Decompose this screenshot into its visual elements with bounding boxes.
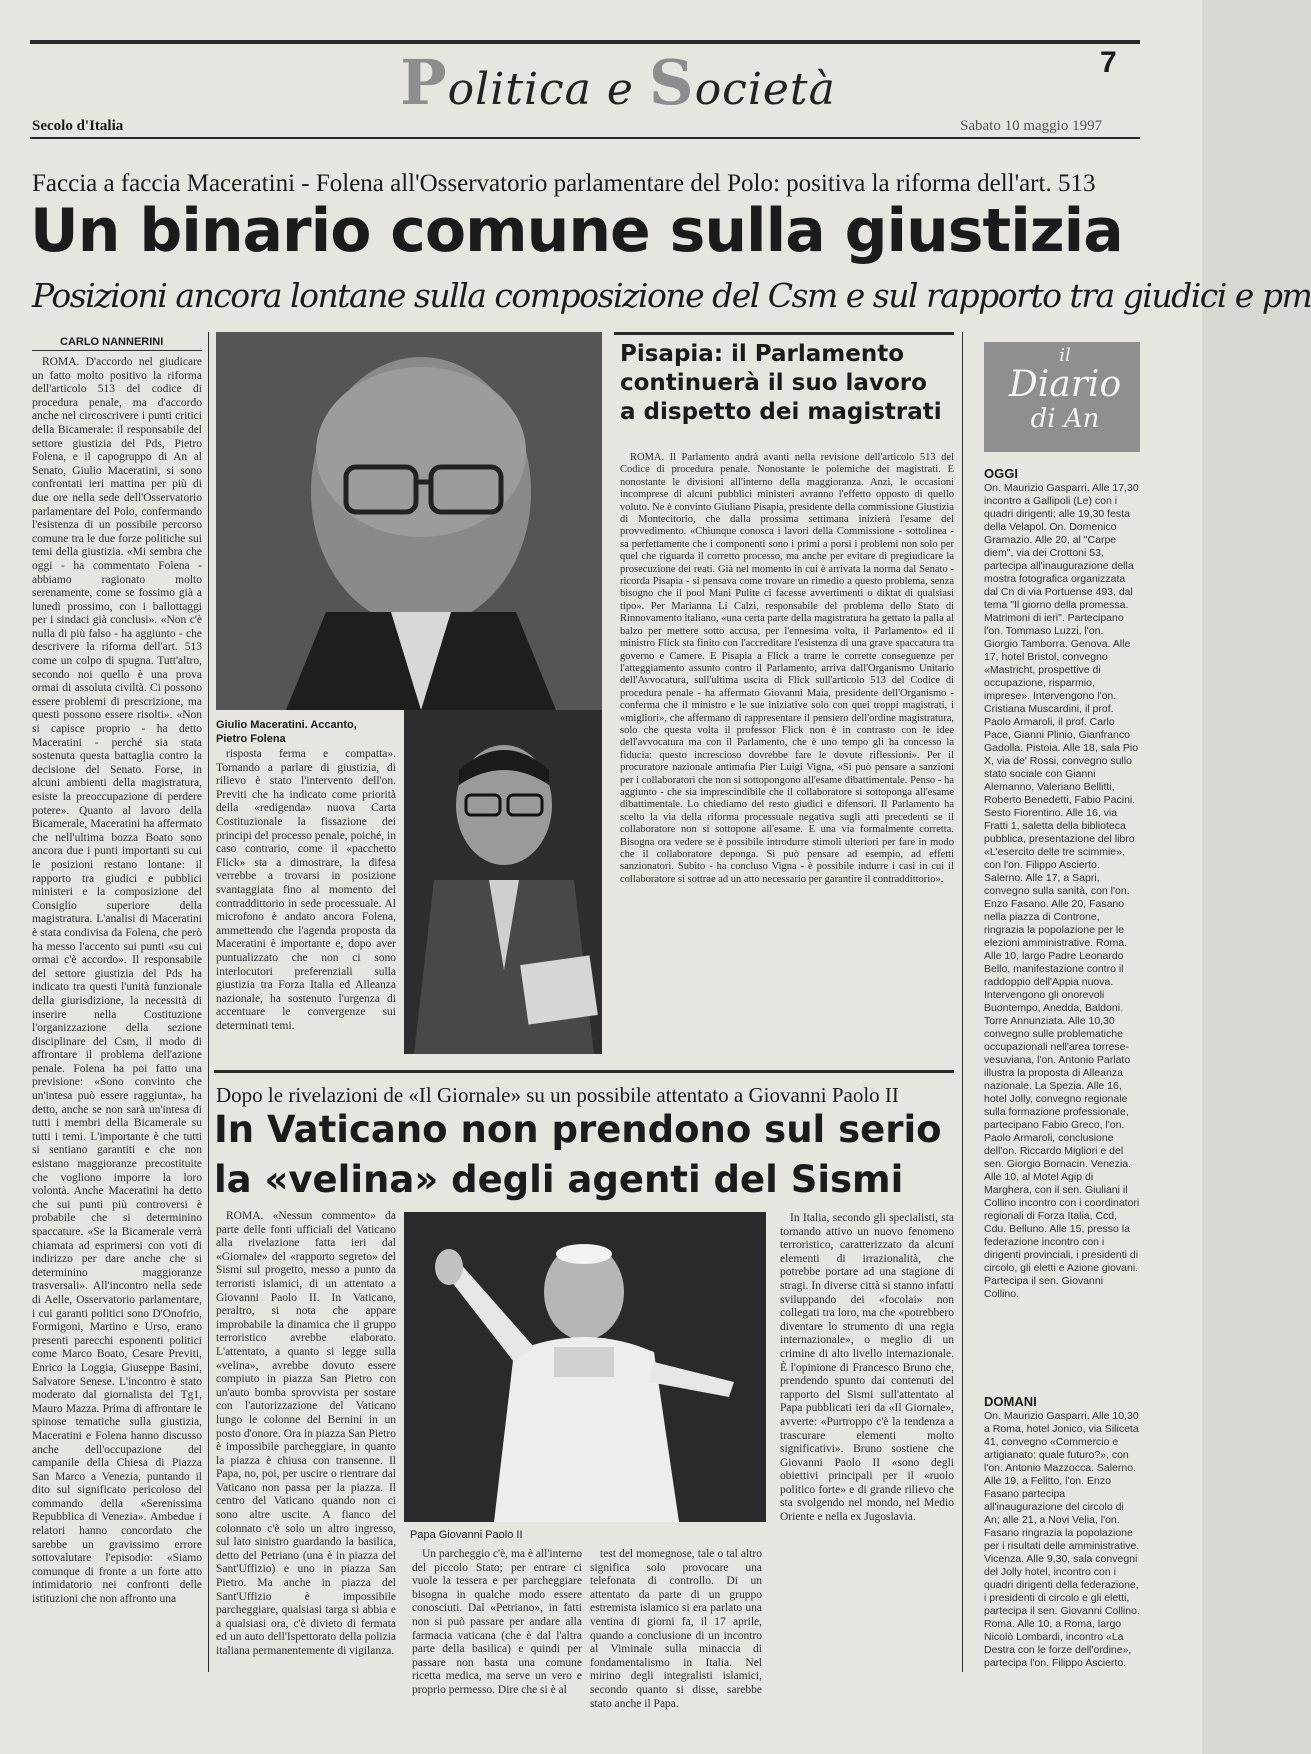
diary-title-main: Diario: [1008, 364, 1122, 405]
photo-folena: [404, 710, 602, 1054]
byline: CARLO NANNERINI: [60, 336, 164, 348]
second-article-col1-text: ROMA. «Nessun commento» da parte delle fonti ufficiali del Vaticano alla rivelazione fatta ieri dal «Giornale» del «rapporto segreto» del Sismi sul progetto, messo a punto da terroristi islamici, di un attentato a Giovanni Paolo II. In Vaticano, peraltro, si nota che appare improbabile la dinamica che il gruppo terroristico avrebbe elaborato. L'attentato, a quanto si legge sulla «velina», avrebbe dovuto essere compiuto in piazza San Pietro con un'auto bomba sprovvista per sostare con l'autorizzazione del Vaticano lungo le colonne del Bernini in un posto d'onore. Ora in piazza San Pietro è impossibile parcheggiare, in quanto la piazza è chiusa con transenne. Il Papa, no, poi, per uscire o rientrare dal Vaticano non passa per la piazza. Il centro del Vaticano quando non ci sono altre uscite. A fianco del colonnato c'è solo un altro ingresso, sul lato sinistro guardando la basilica, detto del Petriano (una è in piazza del Sant'Uffizio) e uno in piazza San Pietro. Ma anche in piazza del Sant'Uffizio è impossibile parcheggiare, qualsiasi targa si abbia e a qualsiasi ora, c'è divieto di fermata ed un auto dell'Ispettorato della polizia italiana permanentemente di vigilanza.: [216, 1210, 396, 1657]
portrait-folena: [404, 710, 602, 1054]
dateline: Sabato 10 maggio 1997: [960, 118, 1103, 134]
section-initial-s: S: [648, 46, 695, 119]
section-title: [400, 46, 836, 119]
main-article-column-3: [216, 748, 396, 1054]
column-rule-1: [208, 332, 209, 1672]
section-title-part-1: olitica e: [447, 64, 649, 115]
main-subhead: Posizioni ancora lontane sulla composizione del Csm e sul rapporto tra giudici e pm: [32, 276, 1311, 315]
second-article-col4-text: In Italia, secondo gli specialisti, sta tornando attivo un nuovo fenomeno terroristico, caratterizzato da alcuni elementi di irrazionalità, che potrebbe portare ad una stagione di stragi. In diverse città si stanno infatti sviluppando dei «focolai» non collegati tra loro, ma che «potrebbero diventare lo strumento di una regia internazionale», o meglio di un crimine di alto livello internazionale. È l'opinione di Francesco Bruno che, prendendo spunto dai contenuti del rapporto del Sismi sull'attentato al Papa pubblicati ieri da «Il Giornale», avverte: «Purtroppo c'è la tendenza a trascurare elementi molto significativi». Bruno sostiene che Giovanni Paolo II «sono degli obiettivi principali per il «ruolo politico forte» e di grande rilievo che sta svolgendo nel mondo, nel Medio Oriente e nella ex Jugoslavia.: [780, 1212, 954, 1524]
second-article-col3-text: test del momegnose, tale o tal altro significa solo provocare una telefonata di controllo. Di un attentato da parte di un gruppo estremista islamico si era parlato una ventina di giorni fa, il 17 aprile, quando a conclusione di un incontro al Viminale sulla minaccia di fondamentalismo in Italia. Nel mirino degli integralisti islamici, secondo quanto si disse, sarebbe stato anche il Papa.: [590, 1548, 762, 1710]
second-article-column-3: [590, 1548, 762, 1710]
sidebar-top-rule: [614, 332, 954, 335]
diary-title-small: il: [1059, 345, 1071, 366]
second-kicker: Dopo le rivelazioni de «Il Giornale» su un possibile attentato a Giovanni Paolo II: [216, 1083, 899, 1107]
diary-domani-body: [984, 1410, 1140, 1672]
second-article-column-4: [780, 1212, 954, 1672]
diary-domani-text: On. Maurizio Gasparri. Alle 10,30 a Roma, hotel Jonico, via Siliceta 41, convegno «Commercio e artigianato: quale futuro?», con l'on. Antonio Mazzocca. Salerno. Alle 19, a Felitto, l'on. Enzo Fasano partecipa all'inaugurazione del circolo di An; alle 21, a Novi Velia, l'on. Fasano ringrazia la popolazione per i risultati delle amministrative. Vicenza. Alle 9,30, sala convegni del Jolly hotel, incontro con i quadri dirigenti della federazione, i presidenti di circolo e gli eletti, partecipa il sen. Giovanni Collino. Roma. Alle 10, a Roma, largo Nicolò Lombardi, incontro «La Destra con le forze dell'ordine», partecipa l'on. Filippo Ascierto.: [984, 1410, 1140, 1669]
photo-maceratini: [216, 332, 602, 710]
photo-pope: [404, 1212, 766, 1522]
diary-title-sub: di An: [1030, 404, 1100, 434]
main-article-column-1: [32, 356, 202, 1674]
second-article-rule: [214, 1070, 954, 1073]
main-kicker: Faccia a faccia Maceratini - Folena all'Osservatorio parlamentare del Polo: positiva la riforma dell'art. 513: [32, 170, 1096, 197]
main-headline: Un binario comune sulla giustizia: [30, 196, 1123, 266]
second-article-column-1: [216, 1210, 396, 1672]
masthead: Secolo d'Italia: [32, 118, 124, 134]
second-headline-line-2: la «velina» degli agenti del Sismi: [214, 1158, 904, 1201]
main-article-col1-text: ROMA. D'accordo nel giudicare un fatto molto positivo la riforma dell'articolo 513 del codice di procedura penale, ma d'accordo anche nel circoscrivere i punti critici della Bicamerale: il responsabile del settore giustizia del Pds, Pietro Folena, e il capogruppo di An al Senato, Giulio Maceratini, si sono confrontati ieri mattina per più di due ore nella sede dell'Osservatorio parlamentare del Polo, confermando l'esistenza di un possibile percorso comune tra le due forze politiche sui temi della giustizia. «Mi sembra che oggi - ha commentato Folena - abbiamo ragionato molto serenamente, come se fossimo già a lunedì prossimo, con i ballottaggi per i sindaci già conclusi». «Non c'è nulla di più falso - ha aggiunto - che descrivere la riforma dell'art. 513 come un colpo di spugna. Tutt'altro, secondo noi quello è una prova ormai di assoluta civiltà. Ci possono essere problemi di prescrizione, ma questi possono essere risolti». «Non si capisce proprio - ha detto Maceratini - perché sia stata sostenuta questa battaglia contro la decisione del Senato. Forse, in alcuni ambienti della magistratura, esiste la preoccupazione di perdere potere». Quanto al lavoro della Bicamerale, Maceratini ha affermato che nell'ultima bozza Boato sono ancora due i punti importanti su cui le posizioni restano lontane: il rapporto tra giudici e pubblici ministeri e la composizione del Consiglio superiore della magistratura. L'analisi di Maceratini è stata condivisa da Folena, che però ha messo l'accento sui punti «su cui ormai c'è accordo». Il responsabile del settore giustizia del Pds ha indicato tra questi l'unità funzionale della giurisdizione, la necessità di inserire nella Costituzione l'organizzazione della sezione disciplinare del Csm, il modo di affrontare il problema dell'azione penale. Folena ha poi fatto una previsione: «Sono convinto che un'intesa può essere raggiunta», ha detto, anche se non sarà un'intesa di tutti i membri della Bicamerale su tutti i temi. L'importante è che tutti si sentiano garantiti e che non esistano maggioranze precostituite che vogliono imporre la loro volontà. Anche Maceratini ha detto che sui punti più controversi è probabile che si determinino spaccature. «Se la Bicamerale verrà chiamata ad esprimersi con voti di indirizzo per dare anche che si determinino maggioranze trasversali». All'incontro nella sede di Aelle, Osservatorio parlamentare, i cui garanti politici sono D'Onofrio, Formigoni, Martino e Urso, erano presenti parecchi esponenti politici come Marco Boato, Cesare Previti, Enrico la Loggia, Giuseppe Basini, Salvatore Senese. L'incontro è stato moderato dal giornalista del Tg1, Mauro Mazza. Prima di affrontare le spinose tematiche sulla giustizia, Maceratini e Folena hanno discusso anche dell'occupazione del campanile della Chiesa di Piazza San Marco a Venezia, puntando il dito sul significato pericoloso del commando della «Serenissima Repubblica di Venezia». Ambedue i relatori hanno concordato che sarebbe un gravissimo errore sottovalutare l'episodio: «Siamo comunque di fronte a un forte atto intimidatorio nei confronti delle istituzioni che non affronto una: [32, 356, 202, 1606]
second-article-col2-text: Un parcheggio c'è, ma è all'interno del piccolo Stato; per entrare ci vuole la tessera e per parcheggiare bisogna in qualche modo essere conosciuti. Dal «Petriano», in fatti non si può passare per andare alla farmacia vaticana (che è dal l'altra parte della basilica) e quindi per passare non basta una comune ricetta medica, ma serve un vero e proprio permesso. Dire che si è al: [412, 1548, 582, 1696]
diary-domani-label: DOMANI: [984, 1394, 1037, 1409]
top-rule: [30, 40, 1140, 44]
diary-oggi-body: [984, 482, 1140, 1386]
column-rule-diary: [962, 332, 963, 1672]
photo-caption-pope: Papa Giovanni Paolo II: [410, 1529, 523, 1541]
sidebar-body: [620, 452, 954, 1052]
second-headline-line-1: In Vaticano non prendono sul serio: [214, 1108, 942, 1151]
section-initial-p: P: [400, 46, 448, 119]
sidebar-headline: Pisapia: il Parlamento continuerà il suo lavoro a dispetto dei magistrati: [620, 341, 942, 425]
byline-rule: [32, 350, 202, 351]
main-article-col3-text: risposta ferma e compatta». Tornando a parlare di giustizia, di rilievo è stato l'intervento dell'on. Previti che ha indicato come priorità della «redigenda» nuova Carta Costituzionale la fissazione dei principi del processo penale, poiché, in caso contrario, come il «pacchetto Flick» sta a dimostrare, la difesa verrebbe a trovarsi in posizione svantaggiata fino al momento del contraddittorio in sede processuale. Al microfono è andato ancora Folena, ammettendo che l'agenda proposta da Maceratini è importante e, dopo aver puntualizzato che non ci sono interlocutori preferenziali sulla giustizia tra Forza Italia ed Alleanza nazionale, ha sostenuto l'urgenza di accentuare le convergenze sui determinati temi.: [216, 748, 396, 1032]
photo-caption-main: Giulio Maceratini. Accanto, Pietro Folena: [216, 719, 357, 745]
portrait-maceratini: [216, 332, 602, 710]
diary-logo: [1000, 342, 1130, 434]
diary-oggi-label: OGGI: [984, 466, 1018, 481]
second-headline: [214, 1105, 942, 1205]
page-number: 7: [1100, 46, 1117, 79]
section-title-part-2: ocietà: [694, 64, 836, 115]
diary-oggi-text: On. Maurizio Gasparri. Alle 17,30 incontro a Gallipoli (Le) con i quadri dirigenti; alle 19,30 festa della Velapol. On. Domenico Gramazio. Alle 20, al "Carpe diem", via dei Crottoni 53, partecipa all'inaugurazione della mostra fotografica organizzata dal Cn di via Portuense 493, dal tema "Il giorno della promessa. Matrimoni di ieri". Partecipano l'on. Tommaso Luzzi, l'on. Giorgio Tamborra. Genova. Alle 17, hotel Bristol, convegno «Mastricht, prospettive di occupazione, risparmio, imprese». Intervengono l'on. Cristiana Muscardini, il prof. Paolo Armaroli, il prof. Carlo Pace, Gianni Plinio, Gianfranco Gadolla. Pistoia. Alle 18, sala Pio X, via de' Rossi, convegno sullo stato sociale con Gianni Alemanno, Valeriano Bellitti, Roberto Benedetti, Fabio Pacini. Sesto Fiorentino. Alle 16, via Fratti 1, saletta della biblioteca pubblica, presentazione del libro «L'esercito delle tre scimmie», con l'on. Filippo Ascierto. Salerno. Alle 17, a Sapri, convegno sulla sanità, con l'on. Enzo Fasano. Alle 20, Fasano nella piazza di Controne, ringrazia la popolazione per le elezioni amministrative. Roma. Alle 10, largo Padre Leonardo Bello, manifestazione contro il raddoppio dell'Appia nuova. Intervengono gli onorevoli Buontempo, Anedda, Baldoni. Torre Annunziata. Alle 10,30 convegno sulle problematiche occupazionali nell'area torrese-vesuviana, l'on. Antonio Parlato illustra la proposta di Alleanza nazionale. La Spezia. Alle 16, hotel Jolly, convegno regionale sulla formazione professionale, partecipano Fabio Greco, l'on. Paolo Armaroli, conclusione dell'on. Riccardo Migliori e del sen. Giorgio Bornacin. Venezia. Alle 10, al Motel Agip di Marghera, con il sen. Giuliani il Collino incontro con i coordinatori regionali di Forza Italia, Ccd, Cdu. Belluno. Alle 15, presso la federazione incontro con i dirigenti provinciali, i presidenti di circolo, gli eletti e Azione giovani. Partecipa il sen. Giovanni Collino.: [984, 482, 1140, 1300]
sidebar-body-text: ROMA. Il Parlamento andrà avanti nella revisione dell'articolo 513 del Codice di procedura penale. Nonostante le polemiche dei magistrati. E nonostante le divisioni all'interno della maggioranza. Anzi, le occasioni incomprese di alcuni pubblici ministeri avranno l'effetto opposto di quello voluto. Ne è convinto Giuliano Pisapia, presidente della commissione Giustizia di Montecitorio, che dalla prossima settimana inizierà l'esame del provvedimento. «Chiunque conosca i lavori della Commissione - sottolinea - sa perfettamente che i componenti sono i primi a porsi i problemi non solo per quel che riguarda il corretto processo, ma anche per evitare di pregiudicare la prosecuzione dei reati. Già nel momento in cui è arrivata la norma dal Senato - ricorda Pisapia - si pensava come trovare un rimedio a questo problema, senza bisogno che il pool Mani Pulite ci facesse avvertimenti o diktat di qualsiasi tipo». Per Marianna Li Calzi, responsabile del problema dello Stato di Rinnovamento italiano, «una certa parte della magistratura ha gettato la palla al balzo per mettere sotto accusa, per l'ennesima volta, il Parlamento» ed il ministro Flick sta finito con l'accreditare l'esistenza di una grave spaccatura tra governo e Camere. E Pisapia a Flick a trarre le corrette conseguenze per l'atteggiamento assunto contro il Parlamento, arriva dall'Organismo Unitario dell'Avvocatura, sull'ultima uscita di Flick sull'articolo 513 del Codice di procedura penale - ha affermato Giovanni Maia, presidente dell'Organismo - conferma che il ministro e le sue iniziative solo con quei troppi magistrati, i «migliori», che affermano di rappresentare il pensiero dell'ordine magistratura, solo che questa volta il professor Flick non è in contrasto con le idee dell'avvocatura ma con il Parlamento, che è uno tempo gli ha concesso la fiducia: questo increscioso dovrebbe fare le dovute riflessioni». Per il procuratore nazionale antimafia Pier Luigi Vigna, «Si può pensare a sanzioni per i collaboratori che non si sottopongono all'esame dibattimentale. Penso - ha aggiunto - che sia imprescindibile che il collaboratore si sottoponga all'esame dibattimentale. Lo chiediamo del resto giudici e difensori. Il Parlamento ha scelto la via della riforma processuale negativa sugli atti precedenti se il collaboratore non si sottopone all'esame. E una via formalmente corretta. Bisogna ora vedere se è possibile introdurre stimoli ulteriori per fare in modo che il collaboratore deponga. Si può pensare ad esempio, ad effetti sanzionatori. Subito - ha concluso Vigna - è possibile indurre i casi in cui il collaboratore si sottrae ad un atto necessario per garantire il contraddittorio».: [620, 452, 954, 885]
header-rule: [30, 137, 1140, 139]
portrait-pope: [404, 1212, 766, 1522]
second-article-column-2: [412, 1548, 582, 1696]
